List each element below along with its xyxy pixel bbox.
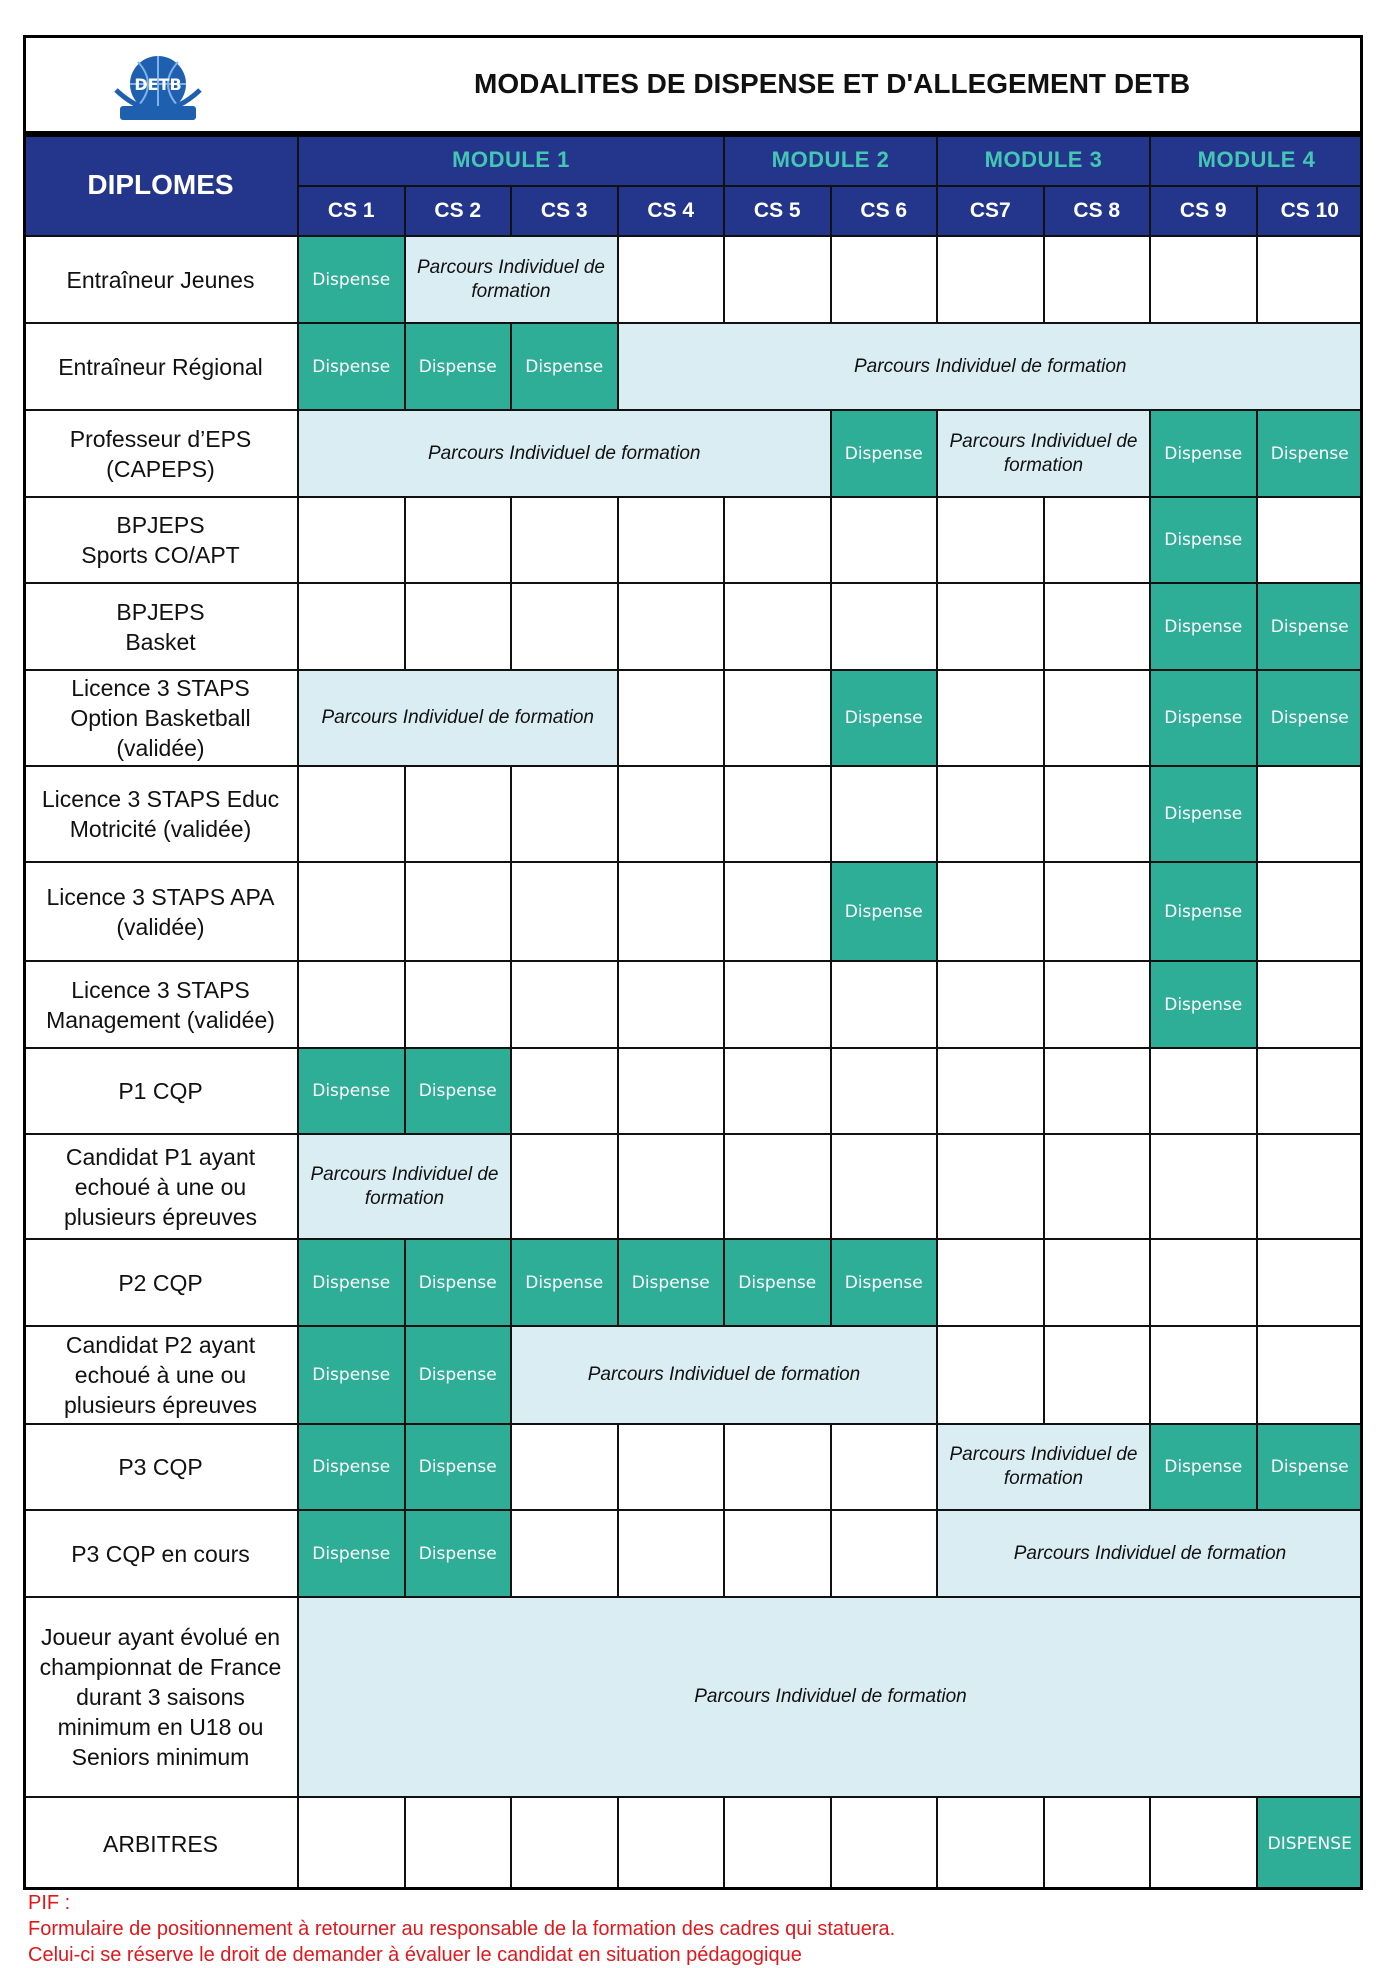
empty-cell bbox=[1257, 236, 1364, 323]
empty-cell bbox=[724, 236, 831, 323]
diploma-label: Candidat P2 ayant echoué à une ou plusieurs épreuves bbox=[23, 1326, 298, 1424]
empty-cell bbox=[1150, 1326, 1257, 1424]
empty-cell bbox=[511, 1797, 618, 1890]
cs-header-3: CS 3 bbox=[511, 186, 618, 236]
dispense-cell: Dispense bbox=[831, 1239, 938, 1326]
dispense-cell: Dispense bbox=[618, 1239, 725, 1326]
empty-cell bbox=[831, 961, 938, 1048]
basketball-logo-icon bbox=[108, 50, 208, 126]
pif-cell: Parcours Individuel de formation bbox=[937, 410, 1150, 497]
empty-cell bbox=[831, 1048, 938, 1134]
empty-cell bbox=[1044, 766, 1151, 862]
dispense-cell: Dispense bbox=[298, 236, 405, 323]
empty-cell bbox=[1257, 961, 1364, 1048]
empty-cell bbox=[618, 583, 725, 670]
empty-cell bbox=[511, 583, 618, 670]
dispense-cell: Dispense bbox=[831, 410, 938, 497]
dispense-cell: Dispense bbox=[298, 1048, 405, 1134]
dispense-cell: Dispense bbox=[298, 1326, 405, 1424]
empty-cell bbox=[618, 1134, 725, 1239]
dispense-cell: Dispense bbox=[298, 1424, 405, 1510]
empty-cell bbox=[831, 497, 938, 583]
diploma-label: Joueur ayant évolué en championnat de France durant 3 saisons minimum en U18 ou Seniors minimum bbox=[23, 1597, 298, 1797]
empty-cell bbox=[618, 961, 725, 1048]
empty-cell bbox=[511, 1424, 618, 1510]
diploma-label: Entraîneur Régional bbox=[23, 323, 298, 410]
empty-cell bbox=[724, 766, 831, 862]
pif-cell: Parcours Individuel de formation bbox=[511, 1326, 937, 1424]
diploma-label: Candidat P1 ayant echoué à une ou plusieurs épreuves bbox=[23, 1134, 298, 1239]
dispense-cell: Dispense bbox=[298, 1239, 405, 1326]
empty-cell bbox=[1044, 1797, 1151, 1890]
empty-cell bbox=[1044, 1326, 1151, 1424]
empty-cell bbox=[1257, 1239, 1364, 1326]
dispense-cell: Dispense bbox=[511, 323, 618, 410]
empty-cell bbox=[1044, 1134, 1151, 1239]
empty-cell bbox=[724, 961, 831, 1048]
dispense-cell: Dispense bbox=[1150, 862, 1257, 961]
dispense-cell: Dispense bbox=[1257, 1424, 1364, 1510]
empty-cell bbox=[1257, 1048, 1364, 1134]
pif-cell: Parcours Individuel de formation bbox=[298, 1597, 1363, 1797]
empty-cell bbox=[1044, 583, 1151, 670]
empty-cell bbox=[1150, 1134, 1257, 1239]
pif-cell: Parcours Individuel de formation bbox=[618, 323, 1364, 410]
empty-cell bbox=[618, 766, 725, 862]
empty-cell bbox=[1044, 236, 1151, 323]
diploma-label: Licence 3 STAPS Educ Motricité (validée) bbox=[23, 766, 298, 862]
empty-cell bbox=[831, 1134, 938, 1239]
diploma-label: P3 CQP en cours bbox=[23, 1510, 298, 1597]
empty-cell bbox=[298, 497, 405, 583]
empty-cell bbox=[724, 497, 831, 583]
cs-header-4: CS 4 bbox=[618, 186, 725, 236]
empty-cell bbox=[405, 583, 512, 670]
empty-cell bbox=[831, 583, 938, 670]
empty-cell bbox=[724, 1424, 831, 1510]
dispense-cell: Dispense bbox=[1150, 497, 1257, 583]
empty-cell bbox=[724, 862, 831, 961]
empty-cell bbox=[511, 1510, 618, 1597]
empty-cell bbox=[298, 961, 405, 1048]
empty-cell bbox=[1257, 1326, 1364, 1424]
dispense-cell: Dispense bbox=[1150, 670, 1257, 766]
empty-cell bbox=[618, 1797, 725, 1890]
dispense-cell: Dispense bbox=[405, 323, 512, 410]
detb-logo bbox=[108, 50, 208, 126]
empty-cell bbox=[618, 1510, 725, 1597]
dispense-cell: Dispense bbox=[298, 323, 405, 410]
dispense-cell: Dispense bbox=[405, 1048, 512, 1134]
empty-cell bbox=[618, 236, 725, 323]
dispense-cell: DISPENSE bbox=[1257, 1797, 1364, 1890]
empty-cell bbox=[937, 1134, 1044, 1239]
empty-cell bbox=[937, 1326, 1044, 1424]
empty-cell bbox=[1044, 1239, 1151, 1326]
empty-cell bbox=[831, 1797, 938, 1890]
diploma-label: P2 CQP bbox=[23, 1239, 298, 1326]
cs-header-9: CS 9 bbox=[1150, 186, 1257, 236]
pif-cell: Parcours Individuel de formation bbox=[937, 1424, 1150, 1510]
empty-cell bbox=[405, 961, 512, 1048]
empty-cell bbox=[511, 497, 618, 583]
empty-cell bbox=[937, 670, 1044, 766]
diploma-label: Professeur d’EPS (CAPEPS) bbox=[23, 410, 298, 497]
pif-cell: Parcours Individuel de formation bbox=[405, 236, 618, 323]
footer-pif-label: PIF : bbox=[28, 1892, 71, 1914]
empty-cell bbox=[405, 862, 512, 961]
empty-cell bbox=[724, 1797, 831, 1890]
dispense-cell: Dispense bbox=[1150, 1424, 1257, 1510]
diploma-label: ARBITRES bbox=[23, 1797, 298, 1890]
cs-header-1: CS 1 bbox=[298, 186, 405, 236]
dispense-cell: Dispense bbox=[405, 1510, 512, 1597]
dispense-cell: Dispense bbox=[1150, 961, 1257, 1048]
footer-line-3: Celui-ci se réserve le droit de demander à évaluer le candidat en situation pédagogique bbox=[28, 1944, 802, 1966]
empty-cell bbox=[1150, 1239, 1257, 1326]
empty-cell bbox=[298, 862, 405, 961]
empty-cell bbox=[511, 1134, 618, 1239]
cs-header-10: CS 10 bbox=[1257, 186, 1364, 236]
empty-cell bbox=[724, 583, 831, 670]
empty-cell bbox=[511, 862, 618, 961]
diploma-label: Entraîneur Jeunes bbox=[23, 236, 298, 323]
empty-cell bbox=[724, 1048, 831, 1134]
empty-cell bbox=[1044, 961, 1151, 1048]
dispense-cell: Dispense bbox=[1257, 410, 1364, 497]
empty-cell bbox=[618, 670, 725, 766]
empty-cell bbox=[937, 766, 1044, 862]
empty-cell bbox=[937, 961, 1044, 1048]
pif-cell: Parcours Individuel de formation bbox=[298, 410, 831, 497]
empty-cell bbox=[937, 236, 1044, 323]
empty-cell bbox=[618, 1424, 725, 1510]
empty-cell bbox=[937, 862, 1044, 961]
diploma-label: Licence 3 STAPS Management (validée) bbox=[23, 961, 298, 1048]
empty-cell bbox=[937, 583, 1044, 670]
empty-cell bbox=[511, 766, 618, 862]
dispense-cell: Dispense bbox=[1257, 583, 1364, 670]
page-title: MODALITES DE DISPENSE ET D'ALLEGEMENT DETB bbox=[474, 68, 1191, 99]
empty-cell bbox=[1150, 1048, 1257, 1134]
diplomes-header: DIPLOMES bbox=[23, 134, 298, 236]
pif-cell: Parcours Individuel de formation bbox=[298, 670, 618, 766]
module-header-1: MODULE 1 bbox=[298, 134, 724, 186]
empty-cell bbox=[831, 766, 938, 862]
logo-text: DETB bbox=[134, 75, 182, 94]
diploma-label: Licence 3 STAPS Option Basketball (validée) bbox=[23, 670, 298, 766]
cs-header-5: CS 5 bbox=[724, 186, 831, 236]
module-header-4: MODULE 4 bbox=[1150, 134, 1363, 186]
cs-header-8: CS 8 bbox=[1044, 186, 1151, 236]
module-header-2: MODULE 2 bbox=[724, 134, 937, 186]
empty-cell bbox=[831, 1510, 938, 1597]
empty-cell bbox=[511, 1048, 618, 1134]
empty-cell bbox=[937, 1048, 1044, 1134]
empty-cell bbox=[1257, 497, 1364, 583]
empty-cell bbox=[1044, 497, 1151, 583]
dispense-cell: Dispense bbox=[511, 1239, 618, 1326]
empty-cell bbox=[1150, 236, 1257, 323]
empty-cell bbox=[724, 1134, 831, 1239]
empty-cell bbox=[1044, 670, 1151, 766]
diploma-label: BPJEPS Sports CO/APT bbox=[23, 497, 298, 583]
empty-cell bbox=[724, 1510, 831, 1597]
empty-cell bbox=[618, 497, 725, 583]
empty-cell bbox=[1044, 862, 1151, 961]
empty-cell bbox=[1257, 1134, 1364, 1239]
pif-cell: Parcours Individuel de formation bbox=[298, 1134, 511, 1239]
dispense-cell: Dispense bbox=[1150, 583, 1257, 670]
dispense-cell: Dispense bbox=[1150, 410, 1257, 497]
diploma-label: BPJEPS Basket bbox=[23, 583, 298, 670]
empty-cell bbox=[298, 1797, 405, 1890]
empty-cell bbox=[298, 583, 405, 670]
cs-header-7: CS7 bbox=[937, 186, 1044, 236]
empty-cell bbox=[618, 862, 725, 961]
dispense-cell: Dispense bbox=[298, 1510, 405, 1597]
pif-cell: Parcours Individuel de formation bbox=[937, 1510, 1363, 1597]
empty-cell bbox=[405, 766, 512, 862]
empty-cell bbox=[618, 1048, 725, 1134]
empty-cell bbox=[937, 1797, 1044, 1890]
empty-cell bbox=[1257, 766, 1364, 862]
diploma-label: P3 CQP bbox=[23, 1424, 298, 1510]
diploma-label: P1 CQP bbox=[23, 1048, 298, 1134]
empty-cell bbox=[937, 1239, 1044, 1326]
dispense-cell: Dispense bbox=[724, 1239, 831, 1326]
empty-cell bbox=[405, 1797, 512, 1890]
empty-cell bbox=[405, 497, 512, 583]
empty-cell bbox=[724, 670, 831, 766]
footer-line-2: Formulaire de positionnement à retourner au responsable de la formation des cadres qui statuera. bbox=[28, 1918, 896, 1940]
empty-cell bbox=[1257, 862, 1364, 961]
empty-cell bbox=[511, 961, 618, 1048]
empty-cell bbox=[831, 1424, 938, 1510]
diploma-label: Licence 3 STAPS APA (validée) bbox=[23, 862, 298, 961]
dispense-cell: Dispense bbox=[405, 1424, 512, 1510]
dispense-cell: Dispense bbox=[831, 862, 938, 961]
dispense-cell: Dispense bbox=[405, 1326, 512, 1424]
empty-cell bbox=[937, 497, 1044, 583]
dispense-cell: Dispense bbox=[831, 670, 938, 766]
empty-cell bbox=[831, 236, 938, 323]
dispense-cell: Dispense bbox=[1257, 670, 1364, 766]
dispense-cell: Dispense bbox=[405, 1239, 512, 1326]
dispense-cell: Dispense bbox=[1150, 766, 1257, 862]
empty-cell bbox=[1150, 1797, 1257, 1890]
module-header-3: MODULE 3 bbox=[937, 134, 1150, 186]
cs-header-6: CS 6 bbox=[831, 186, 938, 236]
cs-header-2: CS 2 bbox=[405, 186, 512, 236]
empty-cell bbox=[298, 766, 405, 862]
empty-cell bbox=[1044, 1048, 1151, 1134]
